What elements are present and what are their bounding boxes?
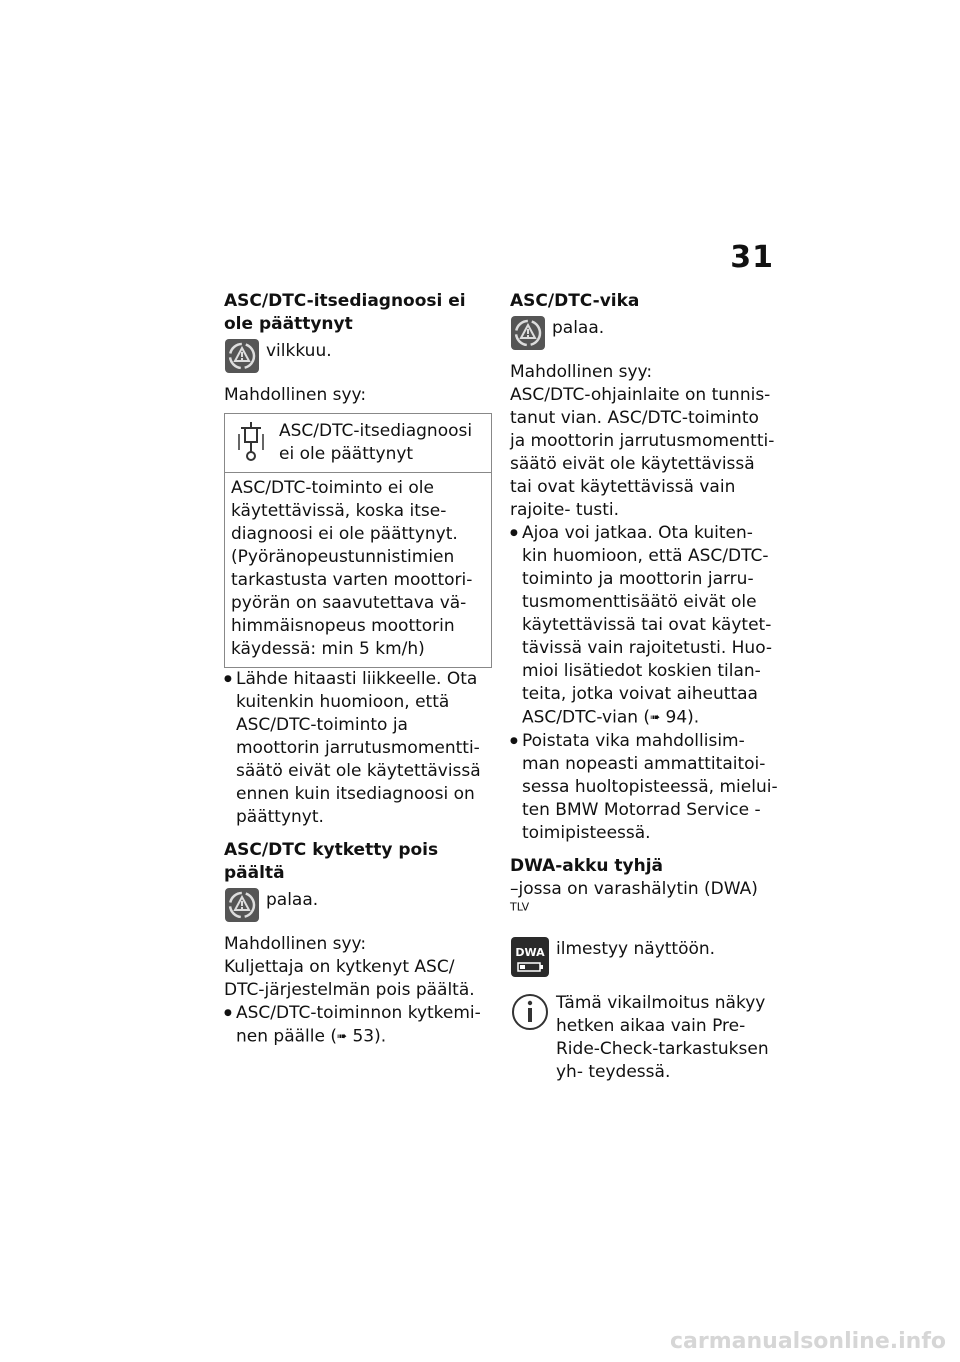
warning-status-text: vilkkuu. (266, 341, 332, 361)
info-icon (510, 992, 550, 1032)
info-box (224, 413, 492, 668)
warning-row (224, 887, 492, 923)
dwa-row (510, 936, 778, 978)
asc-warning-icon (224, 338, 260, 374)
info-note (510, 992, 778, 1084)
warning-row (224, 338, 492, 374)
left-column (224, 290, 492, 1049)
bullet-list (224, 1002, 492, 1049)
page-reference[interactable]: 53). (352, 1026, 387, 1047)
bullet-text: ASC/DTC-toiminnon kytkemi- nen päälle ( (236, 1003, 481, 1047)
section-subtitle (510, 878, 778, 924)
diagnosis-sensor-icon (231, 420, 271, 464)
page-reference[interactable]: 94). (665, 707, 700, 728)
info-box-header (225, 414, 491, 473)
subtitle-superscript: TLV (510, 899, 530, 913)
bullet-text: Ajoa voi jatkaa. Ota kuiten- kin huomioon, että ASC/DTC- toiminto ja moottorin jarru- tusmomenttisäätö eivät ole käytettävissä tai ovat käytet- tävissä vain rajoitetusti. Huo- mioi lisätiedot koskien tilan- teita, jotka voivat aiheuttaa ASC/DTC-vian ( (522, 523, 773, 728)
info-box-title: ASC/DTC-itsediagnoosi ei ole päättynyt (279, 421, 473, 464)
bullet-list (510, 522, 778, 845)
warning-status-text: palaa. (266, 890, 319, 910)
right-column (510, 290, 778, 1084)
dwa-battery-icon (510, 936, 550, 978)
cause-label: Mahdollinen syy: (510, 362, 653, 382)
cause-text: ASC/DTC-ohjainlaite on tunnis- tanut vian. ASC/DTC-toiminto ja moottorin jarrutusmomentti- säätö eivät ole käytettävissä tai ovat käytettävissä vain rajoite- tusti. (510, 385, 775, 520)
cause-text: Kuljettaja on kytkenyt ASC/ DTC-järjestelmän pois päältä. (224, 957, 475, 1000)
cause-label: Mahdollinen syy: (224, 934, 367, 954)
watermark: carmanualsonline.info (670, 1329, 946, 1354)
page-number: 31 (730, 240, 774, 275)
dwa-status-text: ilmestyy näyttöön. (556, 938, 716, 959)
page-reference-arrow-icon: ➠ (650, 710, 661, 724)
list-item: ● Lähde hitaasti liikkeelle. Ota kuitenkin huomioon, että ASC/DTC-toiminto ja moottorin jarrutusmomentti- säätö eivät ole käytettävissä ennen kuin itsediagnoosi on päättynyt. (224, 668, 492, 829)
asc-warning-icon (224, 887, 260, 923)
info-box-body: ASC/DTC-toiminto ei ole käytettävissä, koska itse- diagnoosi ei ole päättynyt. (Pyöränopeustunnistimien tarkastusta varten moottori- pyörän on saavutettava vä- himmäisnopeus moottorin käydessä: min 5 km/h) (231, 478, 473, 659)
section-title-asc-off: ASC/DTC kytketty pois päältä (224, 840, 439, 883)
cause-label: Mahdollinen syy: (224, 385, 367, 405)
warning-status-text: palaa. (552, 318, 605, 338)
page-reference-arrow-icon: ➠ (336, 1029, 348, 1043)
section-title-asc-fault: ASC/DTC-vika (510, 291, 640, 311)
dwa-icon-label: DWA (515, 945, 545, 959)
asc-warning-icon (510, 315, 546, 351)
bullet-list (224, 668, 492, 829)
info-note-text: Tämä vikailmoitus näkyy hetken aikaa vain Pre- Ride-Check-tarkastuksen yh- teydessä. (556, 992, 769, 1082)
subtitle-text: –jossa on varashälytin (DWA) (510, 878, 758, 899)
list-item (224, 1002, 492, 1049)
section-title-selfdiag: ASC/DTC-itsediagnoosi ei ole päättynyt (224, 291, 466, 334)
list-item (510, 522, 778, 730)
list-item: ● Poistata vika mahdollisim- man nopeasti ammattitaitoi- sessa huoltopisteessä, mielui- ten BMW Motorrad Service -toimipisteessä. (510, 730, 778, 845)
section-title-dwa-battery: DWA-akku tyhjä (510, 855, 664, 876)
warning-row (510, 315, 778, 351)
